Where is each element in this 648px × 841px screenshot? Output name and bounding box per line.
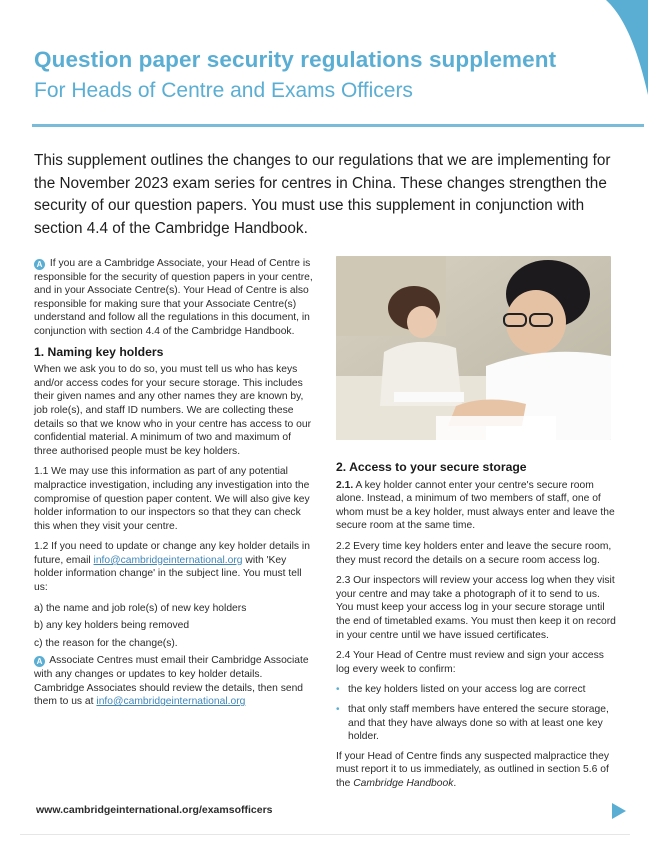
list-item: • the key holders listed on your access log are correct (336, 683, 618, 697)
section-1-heading: 1. Naming key holders (34, 344, 164, 359)
closing-text-a: If your Head of Centre finds any suspected malpractice they must report it to us immediately, as outlined in section 5.6 of the (336, 750, 610, 789)
paragraph-2-1-text: A key holder cannot enter your centre's secure room alone. Instead, a minimum of two members of staff, one of whom must be a key holder, must always enter and leave the secure room at the same time. (336, 479, 615, 532)
header-divider (32, 124, 644, 127)
right-column (336, 457, 618, 797)
change-list (34, 602, 314, 651)
paragraph-2-1-number: 2.1. (336, 479, 354, 491)
next-page-arrow-icon[interactable] (612, 803, 626, 819)
section-2-heading: 2. Access to your secure storage (336, 460, 527, 474)
associate-email-note-text: Associate Centres must email their Cambridge Associate with any changes or updates to key holder details. Cambridge Associates should review the details, then send them to us at (34, 655, 309, 708)
paragraph-2-4: 2.4 Your Head of Centre must review and sign your access log every week to confirm: (336, 650, 604, 675)
list-item: • that only staff members have entered the secure storage, and that they have always done so with at least one key holder. (336, 703, 618, 744)
email-link[interactable]: info@cambridgeinternational.org (96, 696, 246, 708)
bottom-divider (20, 834, 630, 835)
paragraph-1-2-text-a: 1.2 If you need to update or change any key holder details in future, email (34, 541, 310, 566)
paragraph-1-2-text-b: with 'Key holder information change' in the subject line. You must tell us: (34, 554, 302, 594)
paragraph-1-2 (34, 540, 314, 594)
paragraph-2-2: 2.2 Every time key holders enter and leave the secure room, they must record the details on a secure room access log. (336, 540, 612, 566)
intro-paragraph: This supplement outlines the changes to our regulations that we are implementing for the November 2023 exam series for centres in China. These changes strengthen the security of our question papers. You must use this supplement in conjunction with section 4.4 of the Cambridge Handbook. (34, 152, 611, 237)
associate-note-text: If you are a Cambridge Associate, your Head of Centre is responsible for the security of question papers in your centre, and in your Associate Centre(s). Your Head of Centre is also responsible for making sure that your Associate Centre(s) understand and follow all the regulations in this document, in conjunction with section 4.4 of the Cambridge Handbook. (34, 258, 313, 337)
paragraph-2-3: 2.3 Our inspectors will review your access log when they visit your centre and may take a photograph of it to send to us. You must keep your access log in your secure storage until the end of timetabled exams. You must then keep it on record in your centre until we have issued certificates. (336, 575, 616, 641)
confirm-list (336, 683, 618, 743)
list-item: a) the name and job role(s) of new key holders (34, 602, 247, 614)
list-item: b) any key holders being removed (34, 620, 190, 632)
email-link[interactable]: info@cambridgeinternational.org (93, 554, 243, 566)
associate-note (34, 257, 314, 339)
closing-text-b: . (453, 777, 457, 789)
handbook-reference: Cambridge Handbook (353, 777, 454, 789)
students-exam-photo (336, 256, 611, 440)
left-column (34, 257, 314, 716)
footer-url[interactable]: www.cambridgeinternational.org/examsofficers (36, 804, 273, 816)
page-title: Question paper security regulations supplement (34, 47, 557, 72)
paragraph-2-1 (336, 479, 618, 533)
associate-email-note (34, 654, 314, 708)
associate-badge-icon: A (34, 656, 45, 667)
closing-paragraph (336, 750, 618, 791)
associate-badge-icon: A (34, 259, 45, 270)
corner-decoration (600, 0, 648, 95)
section-1-intro: When we ask you to do so, you must tell us who has keys and/or access codes for your secure storage. This includes their given names and any other names they are known by, job role(s), and staff ID numbers. We are collecting these details so that we know who in your centre has access to our confidential material. A minimum of two and maximum of three authorised people must be key holders. (34, 364, 312, 457)
page-subtitle: For Heads of Centre and Exams Officers (34, 79, 413, 102)
paragraph-1-1: 1.1 We may use this information as part of any potential malpractice investigation, including any investigation into the compromise of question paper content. We will also give key holder information to our inspectors so that they can check this when they visit your centre. (34, 466, 310, 532)
list-item: c) the reason for the change(s). (34, 637, 178, 649)
